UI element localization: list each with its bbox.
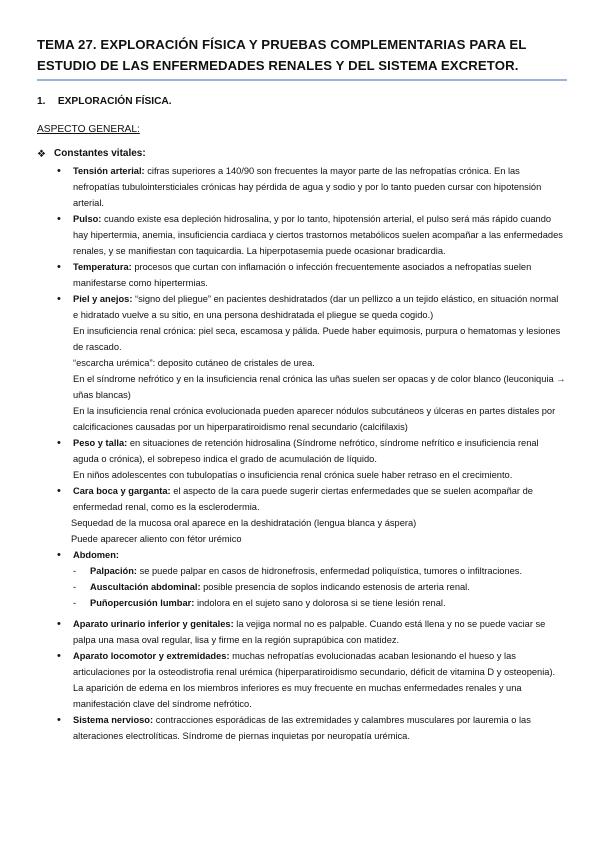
item-text: En niños adolescentes con tubulopatías o insuficiencia renal crónica suele haber retraso en el crecimiento.	[73, 470, 513, 480]
item-text: En insuficiencia renal crónica: piel seca, escamosa y pálida. Puede haber equimosis, purpura o hematomas y lesiones de rascado.	[73, 326, 561, 352]
item-text: En el síndrome nefrótico y en la insuficiencia renal crónica las uñas suelen ser opacas y de color blanco (leuconiquia → uñas blancas)	[73, 374, 566, 400]
item-text: En la insuficiencia renal crónica evolucionada pueden aparecer nódulos subcutáneos y úlceras en partes distales por calcificaciones causadas por un hiperparatiroidismo renal secundario (calcifilaxis)	[73, 406, 556, 432]
item-text: Puede aparecer aliento con fétor urémico	[71, 534, 242, 544]
document-title: TEMA 27. EXPLORACIÓN FÍSICA Y PRUEBAS COMPLEMENTARIAS PARA EL ESTUDIO DE LAS ENFERMEDADES RENALES Y DEL SISTEMA EXCRETOR.	[37, 37, 527, 73]
item-label: Abdomen:	[73, 550, 119, 560]
section-number: 1.	[37, 96, 46, 107]
subsection-heading: ASPECTO GENERAL:	[37, 124, 140, 135]
section-label: EXPLORACIÓN FÍSICA.	[57, 96, 172, 107]
sub-item-label: Puñopercusión lumbar:	[90, 598, 195, 608]
sub-item-text: se puede palpar en casos de hidronefrosis, enfermedad poliquística, tumores o infiltraciones.	[139, 566, 523, 576]
list-item	[56, 547, 566, 611]
dash-marker: -	[73, 598, 77, 608]
item-text: contracciones esporádicas de las extremidades y calambres musculares por lauremia o las alteraciones electrolíticas. Síndrome de piernas inquietas por neuropatía urémica.	[73, 715, 531, 741]
section-heading	[37, 96, 172, 107]
item-label: Sistema nervioso:	[73, 715, 154, 725]
abdomen-sublist	[73, 563, 566, 611]
sub-list-item	[73, 579, 566, 595]
dash-marker: -	[73, 566, 77, 576]
list-item	[56, 211, 566, 259]
item-label: Tensión arterial:	[73, 166, 145, 176]
title-underline	[37, 79, 567, 81]
item-text: en situaciones de retención hidrosalina (Síndrome nefrótico, síndrome nefrítico e insuficiencia renal aguda o crónica), el sobrepeso indica el grado de acumulación de líquido.	[73, 438, 539, 464]
item-label: Pulso:	[73, 214, 102, 224]
sub-list-item	[73, 595, 566, 611]
systems-list	[56, 616, 566, 744]
item-label: Aparato locomotor y extremidades:	[73, 651, 230, 661]
item-text: “signo del pliegue” en pacientes deshidratados (dar un pellizco a un tejido elástico, en situación normal e hidratado vuelve a su sitio, en una persona deshidratada el pliegue se queda cogido.)	[73, 294, 559, 320]
item-text: Sequedad de la mucosa oral aparece en la deshidratación (lengua blanca y áspera)	[71, 518, 417, 528]
item-label: Peso y talla:	[73, 438, 128, 448]
list-item	[56, 259, 566, 291]
item-text: la vejiga normal no es palpable. Cuando está llena y no se puede vaciar se palpa una masa oval regular, lisa y firme en la región suprapúbica con matidez.	[73, 619, 546, 645]
list-item	[56, 163, 566, 211]
item-text: cifras superiores a 140/90 son frecuentes la mayor parte de las nefropatías crónica. En las nefropatías tubulointersticiales crónicas hay pérdida de agua y sodio y por lo tanto pueden cursar con hipotensión arterial.	[73, 166, 542, 208]
dash-marker: -	[73, 582, 77, 592]
constantes-heading: Constantes vitales:	[54, 148, 146, 159]
item-text: cuando existe esa depleción hidrosalina, y por lo tanto, hipotensión arterial, el pulso será más rápido cuando hay hipertermia, anemia, insuficiencia cardiaca y ciertos trastornos metabólicos suelen acompañar a las enfermedades renales, y se manifiestan con taquicardia. La hiperpotasemia puede ocasionar bradicardia.	[73, 214, 563, 256]
item-text: el aspecto de la cara puede sugerir ciertas enfermedades que se suelen acompañar de enfermedad renal, como es la esclerodermia.	[73, 486, 533, 512]
item-text: muchas nefropatías evolucionadas acaban lesionando el hueso y las articulaciones por la osteodistrofia renal urémica (hiperparatiroidismo secundario, déficit de vitamina D y osteopenia). La aparición de edema en los miembros inferiores es muy frecuente en muchas enfermedades renales y una manifestación clave del síndrome nefrótico.	[73, 651, 556, 709]
vital-signs-list	[56, 163, 566, 611]
list-item	[56, 616, 566, 648]
sub-item-text: indolora en el sujeto sano y dolorosa si se tiene lesión renal.	[196, 598, 446, 608]
list-item	[56, 712, 566, 744]
item-label: Temperatura:	[73, 262, 132, 272]
sub-list-item	[73, 563, 566, 579]
item-label: Aparato urinario inferior y genitales:	[73, 619, 234, 629]
item-text: “escarcha urémica”: deposito cutáneo de cristales de urea.	[73, 358, 315, 368]
item-label: Piel y anejos:	[73, 294, 133, 304]
sub-item-label: Auscultación abdominal:	[90, 582, 201, 592]
sub-item-text: posible presencia de soplos indicando estenosis de arteria renal.	[203, 582, 470, 592]
list-item	[56, 648, 566, 712]
list-item	[56, 435, 566, 483]
item-text: procesos que curtan con inflamación o infección frecuentemente asociados a nefropatías suelen manifestarse como hipertermias.	[73, 262, 532, 288]
diamond-bullet-icon: ❖	[37, 149, 46, 160]
list-item	[56, 483, 566, 547]
sub-item-label: Palpación:	[90, 566, 138, 576]
item-label: Cara boca y garganta:	[73, 486, 171, 496]
list-item	[56, 291, 566, 435]
